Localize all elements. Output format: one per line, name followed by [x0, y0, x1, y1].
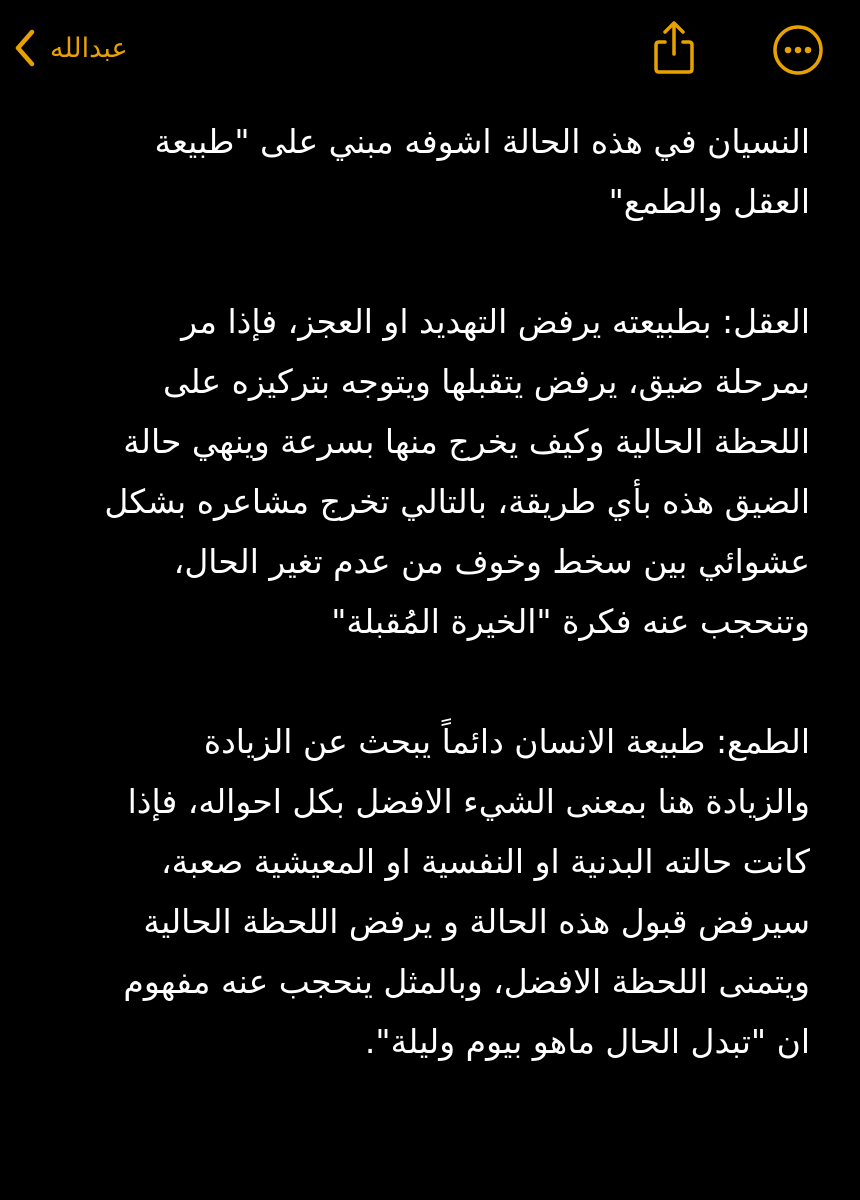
note-paragraph-mind: العقل: بطبيعته يرفض التهديد او العجز، فإذا مر بمرحلة ضيق، يرفض يتقبلها ويتوجه بتركيزه على اللحظة الحالية وكيف يخرج منها بسرعة وينهي حالة الضيق هذه بأي طريقة، بالتالي تخرج مشاعره بشكل عشوائي بين سخط وخوف من عدم تغير الحال، وتنحجب عنه فكرة "الخيرة المُقبلة"	[104, 302, 810, 641]
note-paragraph-intro: النسيان في هذه الحالة اشوفه مبني على "طبيعة العقل والطمع"	[154, 122, 810, 221]
ellipsis-circle-icon	[772, 24, 824, 76]
note-body[interactable]	[70, 112, 810, 1072]
chevron-left-icon	[14, 28, 36, 68]
more-options-button[interactable]	[772, 24, 824, 76]
share-button[interactable]	[650, 20, 698, 76]
back-button[interactable]	[14, 22, 128, 74]
back-button-label: عبدالله	[50, 32, 128, 64]
note-paragraph-greed: الطمع: طبيعة الانسان دائماً يبحث عن الزيادة والزيادة هنا بمعنى الشيء الافضل بكل احواله، فإذا كانت حالته البدنية او النفسية او المعيشية صعبة، سيرفض قبول هذه الحالة و يرفض اللحظة الحالية ويتمنى اللحظة الافضل، وبالمثل ينحجب عنه مفهوم ان "تبدل الحال ماهو بيوم وليلة".	[123, 722, 810, 1061]
notes-toolbar	[0, 0, 860, 100]
share-icon	[650, 20, 698, 76]
